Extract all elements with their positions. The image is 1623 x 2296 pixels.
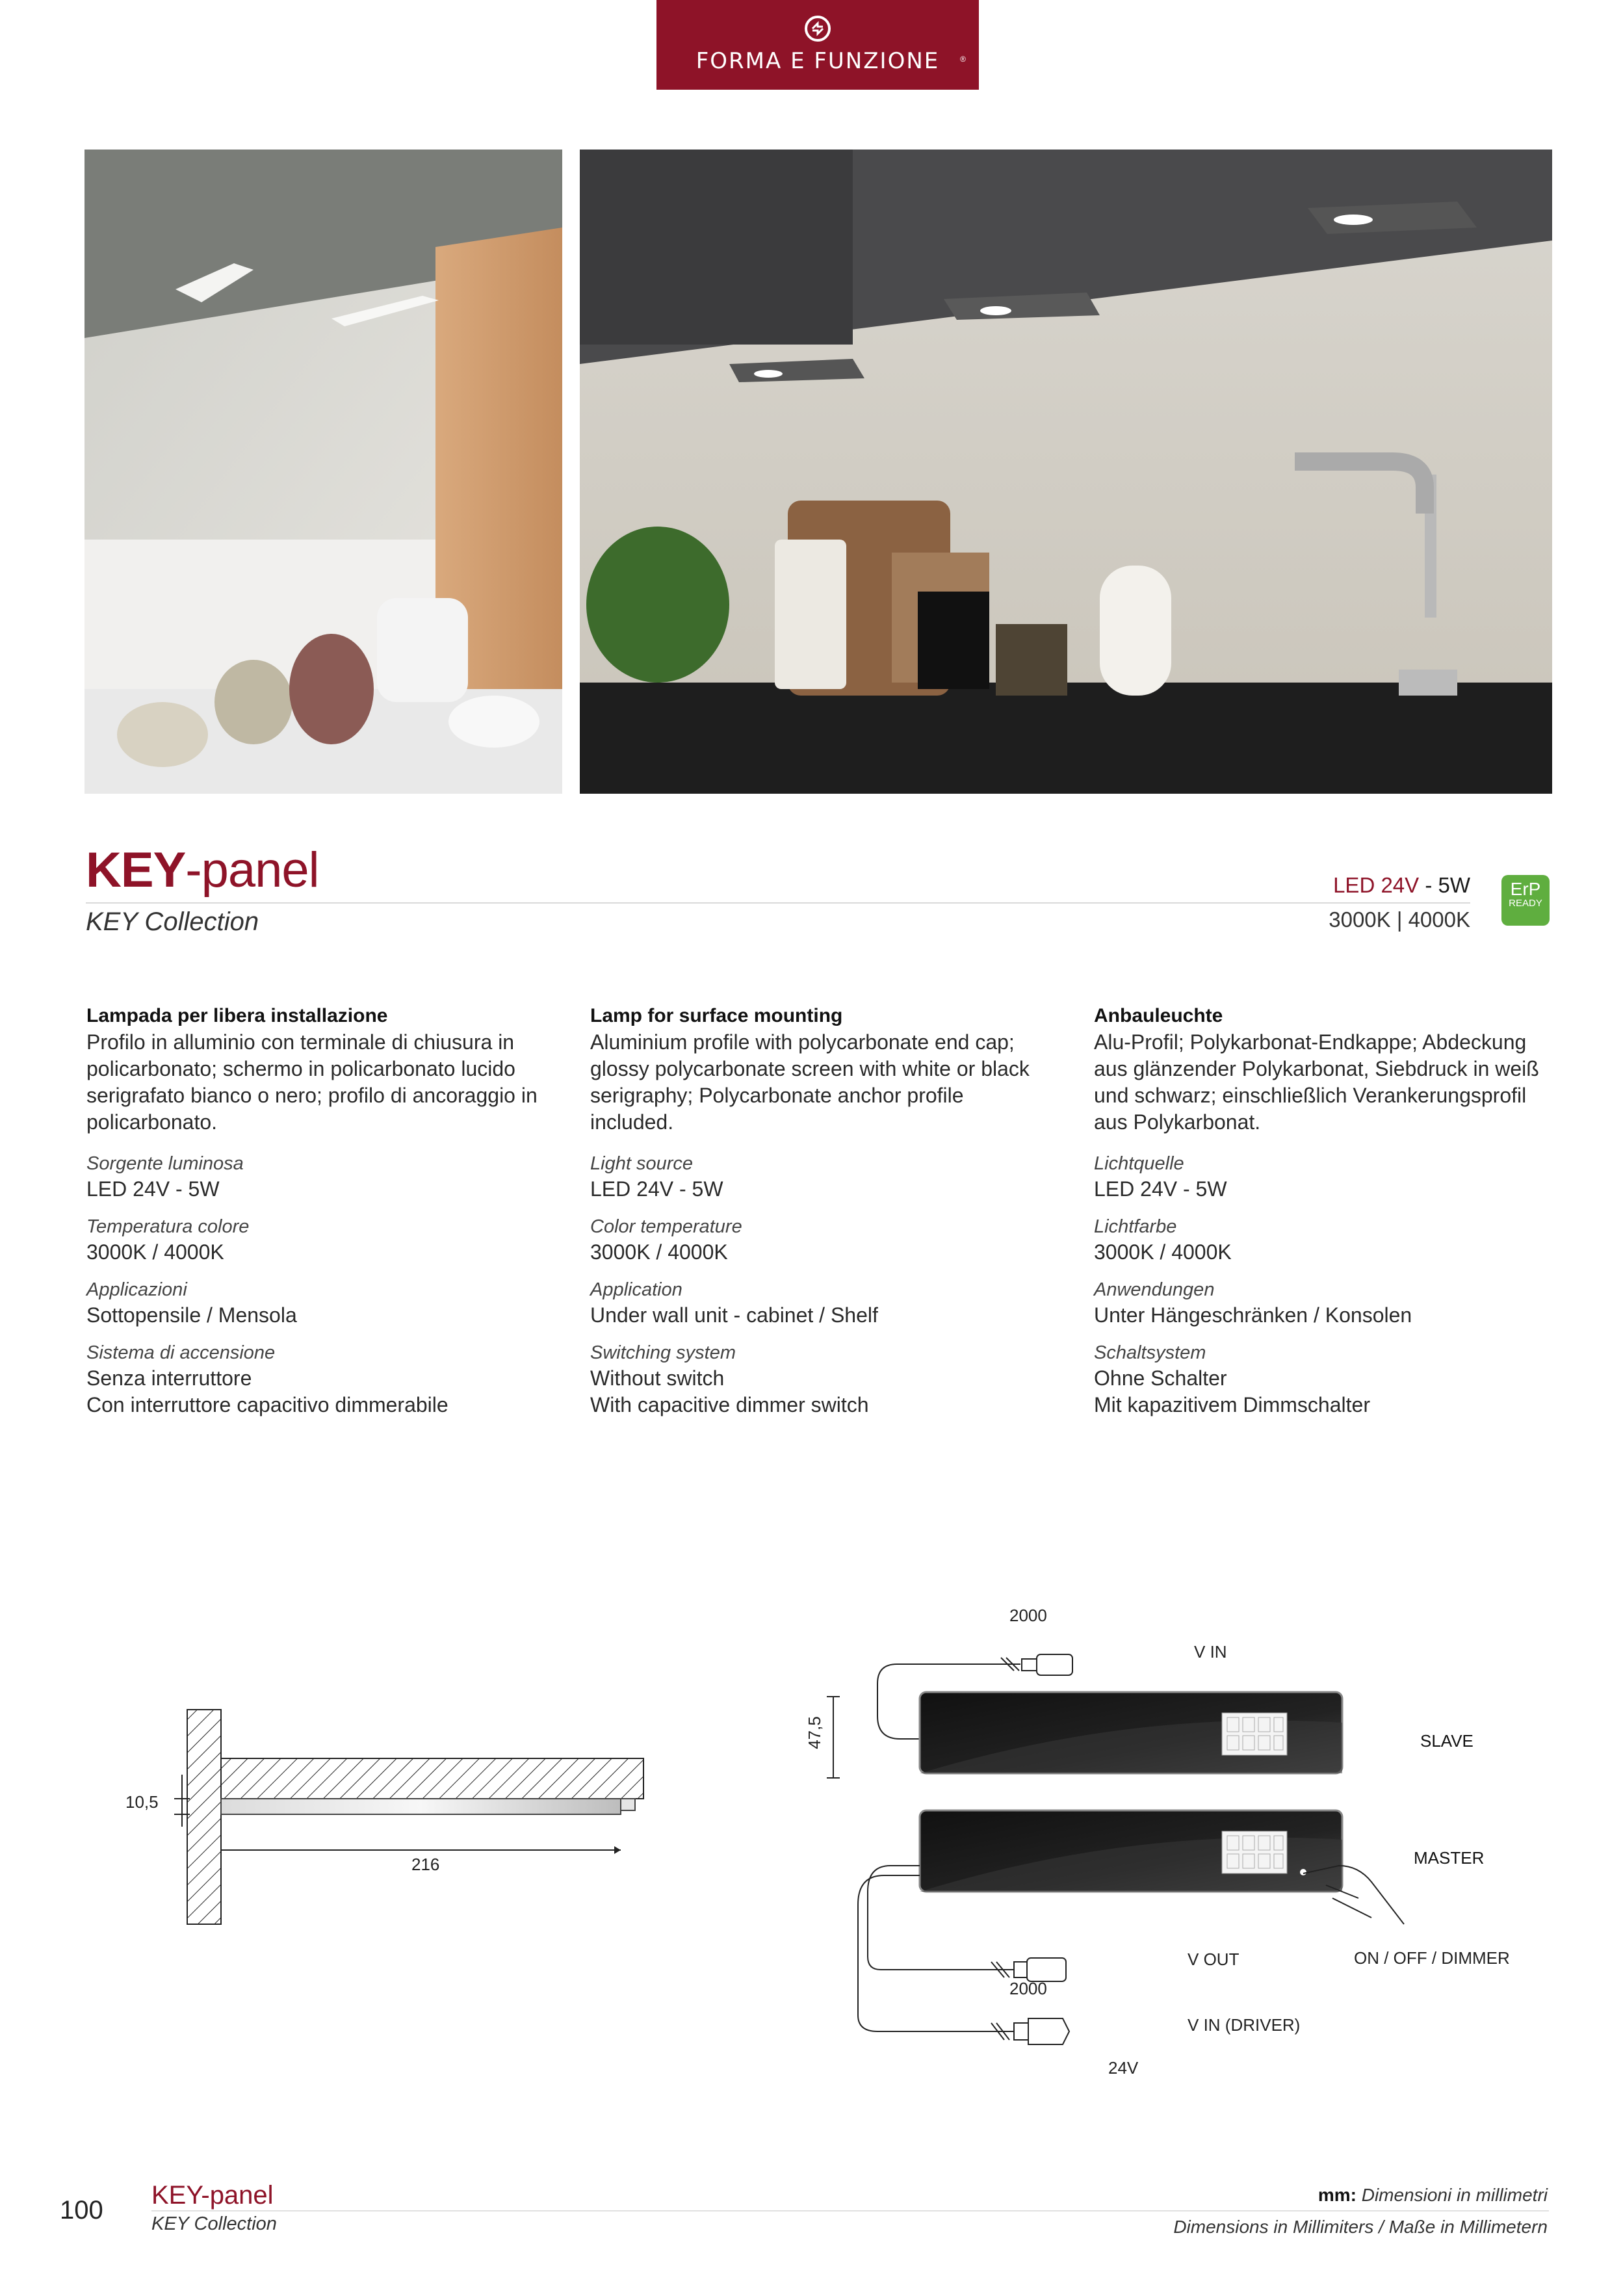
- dim-length: 216: [411, 1855, 440, 1874]
- switching-value-2: With capacitive dimmer switch: [590, 1393, 869, 1416]
- light-source-label: Sorgente luminosa: [86, 1153, 244, 1174]
- light-source-label: Lichtquelle: [1094, 1153, 1184, 1174]
- section-drawing: [117, 1690, 702, 1937]
- dim-cable-top: 2000: [1009, 1606, 1047, 1625]
- column-description: Profilo in alluminio con terminale di chiusura in policarbonato; schermo in policarbonato lucido serigrafato bianco o nero; profilo di ancoraggio in policarbonato.: [86, 1030, 538, 1134]
- color-temp-label: Lichtfarbe: [1094, 1216, 1177, 1237]
- color-temp-value: 3000K / 4000K: [590, 1240, 728, 1264]
- product-title-rest: -panel: [185, 842, 319, 898]
- label-voltage: 24V: [1108, 2058, 1139, 2078]
- temperature-spec: 3000K | 4000K: [1329, 907, 1470, 932]
- dim-height: 10,5: [125, 1792, 159, 1812]
- application-label: Application: [590, 1279, 682, 1300]
- label-v-out: V OUT: [1188, 1950, 1240, 1969]
- brand-logo: [656, 0, 979, 90]
- page-number: 100: [60, 2196, 103, 2224]
- product-title-key: KEY: [86, 842, 186, 898]
- switching-value-1: Without switch: [590, 1366, 725, 1390]
- product-photo-left: [84, 150, 562, 794]
- logo-mark-icon: [803, 14, 832, 43]
- label-v-in-driver: V IN (DRIVER): [1188, 2015, 1301, 2035]
- footer-title: KEY-panel: [151, 2181, 274, 2210]
- color-temp-label: Temperatura colore: [86, 1216, 250, 1237]
- column-german: [1094, 1003, 1549, 1418]
- application-value: Unter Hängeschränken / Konsolen: [1094, 1303, 1412, 1327]
- title-divider: [86, 902, 1470, 904]
- application-value: Sottopensile / Mensola: [86, 1303, 297, 1327]
- column-heading: Lampada per libera installazione: [86, 1005, 388, 1026]
- units-label: mm:: [1318, 2185, 1357, 2205]
- column-description: Aluminium profile with polycarbonate end cap; glossy polycarbonate screen with white or black serigraphy; Polycarbonate anchor profile included.: [590, 1030, 1030, 1134]
- application-value: Under wall unit - cabinet / Shelf: [590, 1303, 878, 1327]
- column-heading: Anbauleuchte: [1094, 1005, 1223, 1026]
- erp-badge-line1: ErP: [1510, 879, 1541, 899]
- power-spec: [1333, 873, 1470, 898]
- brand-name: FORMA E FUNZIONE: [695, 48, 940, 74]
- label-v-in: V IN: [1194, 1642, 1227, 1662]
- dim-panel-height: 47,5: [804, 1716, 824, 1749]
- label-slave: SLAVE: [1420, 1731, 1474, 1751]
- product-photo-right: [580, 150, 1552, 794]
- dim-cable-bottom: 2000: [1009, 1979, 1047, 1998]
- light-source-value: LED 24V - 5W: [1094, 1177, 1227, 1201]
- switching-value-1: Senza interruttore: [86, 1366, 252, 1390]
- light-source-value: LED 24V - 5W: [86, 1177, 220, 1201]
- footer-collection: KEY Collection: [151, 2213, 277, 2234]
- switching-label: Switching system: [590, 1342, 736, 1363]
- light-source-value: LED 24V - 5W: [590, 1177, 723, 1201]
- column-english: [590, 1003, 1045, 1418]
- power-spec-watt: - 5W: [1419, 873, 1470, 897]
- column-description: Alu-Profil; Polykarbonat-Endkappe; Abdeckung aus glänzender Polykarbonat, Siebdruck in weiß und schwarz; einschließlich Verankerungsprofil aus Polykarbonat.: [1094, 1030, 1539, 1134]
- wiring-drawing: [819, 1619, 1469, 2087]
- application-label: Applicazioni: [86, 1279, 187, 1300]
- column-heading: Lamp for surface mounting: [590, 1005, 843, 1026]
- footer-units-note: [1318, 2185, 1548, 2206]
- application-label: Anwendungen: [1094, 1279, 1215, 1300]
- erp-badge-line2: READY: [1509, 898, 1542, 909]
- color-temp-label: Color temperature: [590, 1216, 742, 1237]
- color-temp-value: 3000K / 4000K: [86, 1240, 224, 1264]
- footer-units-translation: Dimensions in Millimiters / Maße in Millimetern: [1173, 2217, 1548, 2237]
- switching-value-2: Con interruttore capacitivo dimmerabile: [86, 1393, 448, 1416]
- label-on-off-dimmer: ON / OFF / DIMMER: [1354, 1948, 1510, 1968]
- label-master: MASTER: [1414, 1848, 1485, 1868]
- switching-value-2: Mit kapazitivem Dimmschalter: [1094, 1393, 1370, 1416]
- color-temp-value: 3000K / 4000K: [1094, 1240, 1232, 1264]
- column-italian: [86, 1003, 541, 1418]
- registered-mark: ®: [960, 55, 966, 64]
- switching-value-1: Ohne Schalter: [1094, 1366, 1227, 1390]
- switching-label: Schaltsystem: [1094, 1342, 1206, 1363]
- footer-divider: [151, 2210, 1549, 2211]
- light-source-label: Light source: [590, 1153, 693, 1174]
- product-collection: KEY Collection: [86, 907, 259, 936]
- product-title: [86, 842, 319, 898]
- switching-label: Sistema di accensione: [86, 1342, 276, 1363]
- units-text: Dimensioni in millimetri: [1356, 2185, 1548, 2205]
- erp-ready-badge: [1501, 875, 1550, 926]
- power-spec-led: LED 24V: [1333, 873, 1420, 897]
